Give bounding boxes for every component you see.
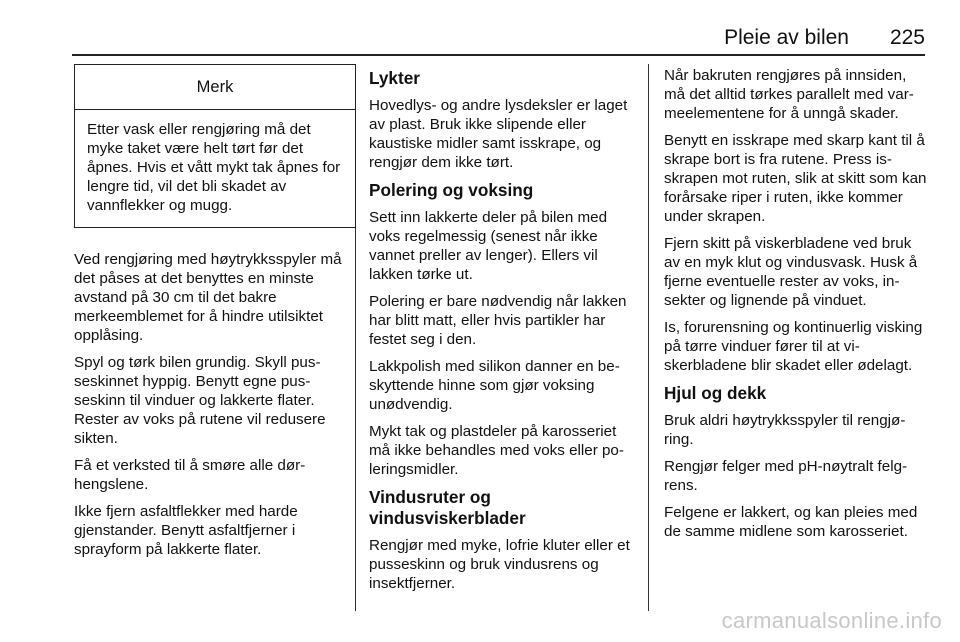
column-divider: [648, 64, 649, 611]
section-heading-hjul: Hjul og dekk: [664, 383, 767, 403]
paragraph: Fjern skitt på viskerbladene ved bruk av en myk klut og vindusvask. Husk å fjerne eventuelle rester av voks, insekter og lignende på vinduet.: [664, 235, 918, 309]
watermark-text: carmanualsonline.info: [721, 608, 942, 633]
paragraph: Felgene er lakkert, og kan pleies med de samme midlene som karosseriet.: [664, 504, 918, 540]
paragraph: Hovedlys- og andre lysdeksler er laget av plast. Bruk ikke slipende eller kaustiske midler samt isskrape, og rengjør dem ikke tørt.: [369, 97, 628, 171]
page-header: [72, 24, 925, 56]
paragraph: Ved rengjøring med høytrykksspyler må det påses at det benyttes en minste avstand på 30 cm til det bakre merkeemblemet for å hindre utilsiktet opplåsing.: [74, 251, 342, 344]
paragraph: Ikke fjern asfaltflekker med harde gjenstander. Benytt asfaltfjerner i sprayform på lakkerte flater.: [74, 503, 298, 558]
paragraph: Lakkpolish med silikon danner en beskyttende hinne som gjør voksing unødvendig.: [369, 358, 620, 413]
paragraph: Spyl og tørk bilen grundig. Skyll pusseskinnet hyppig. Benytt egne pusseskinn til vinduer og lakkerte flater. Rester av voks på rutene vil redusere sikten.: [74, 354, 326, 447]
note-body: Etter vask eller rengjøring må det myke taket være helt tørt før det åpnes. Hvis et vått mykt tak åpnes for lengre tid, vil det bli skadet av vannflekker og mugg.: [87, 121, 341, 214]
column-1: [74, 64, 356, 567]
paragraph: Rengjør felger med pH-nøytralt felgrens.: [664, 458, 908, 494]
paragraph: Rengjør med myke, lofrie kluter eller et pusseskinn og bruk vindusrens og insektfjerner.: [369, 537, 630, 592]
paragraph: Få et verksted til å smøre alle dørhengslene.: [74, 457, 306, 493]
page-title: Pleie av bilen: [724, 26, 849, 49]
paragraph: Mykt tak og plastdeler på karosseriet må ikke behandles med voks eller poleringsmidler.: [369, 423, 624, 478]
section-heading-lykter: Lykter: [369, 68, 420, 88]
paragraph: Når bakruten rengjøres på innsiden, må det alltid tørkes parallelt med varmeelementene for å unngå skader.: [664, 67, 914, 122]
column-2: [369, 66, 633, 601]
section-heading-vindusruter: [369, 487, 633, 529]
note-heading: Merk: [75, 65, 355, 110]
heading-line: vindusviskerblader: [369, 508, 526, 528]
heading-line: Vindusruter og: [369, 487, 491, 507]
paragraph: Sett inn lakkerte deler på bilen med voks regelmessig (senest når ikke vannet preller av lenger). Ellers vil lakken tørke ut.: [369, 209, 608, 283]
section-heading-polering: Polering og voksing: [369, 180, 534, 200]
column-3: [664, 66, 928, 549]
paragraph: Polering er bare nødvendig når lakken har blitt matt, eller hvis partikler har festet seg i den.: [369, 293, 627, 348]
paragraph: Benytt en isskrape med skarp kant til å skrape bort is fra rutene. Press isskrapen mot ruten, slik at skitt som kan forårsake riper i ruten, ikke kommer under skrapen.: [664, 132, 927, 225]
paragraph: Bruk aldri høytrykksspyler til rengjøring.: [664, 412, 906, 448]
page-number: 225: [889, 26, 925, 49]
paragraph: Is, forurensning og kontinuerlig visking på tørre vinduer fører til at viskerbladene blir skadet eller ødelagt.: [664, 319, 923, 374]
note-box: [74, 64, 356, 228]
